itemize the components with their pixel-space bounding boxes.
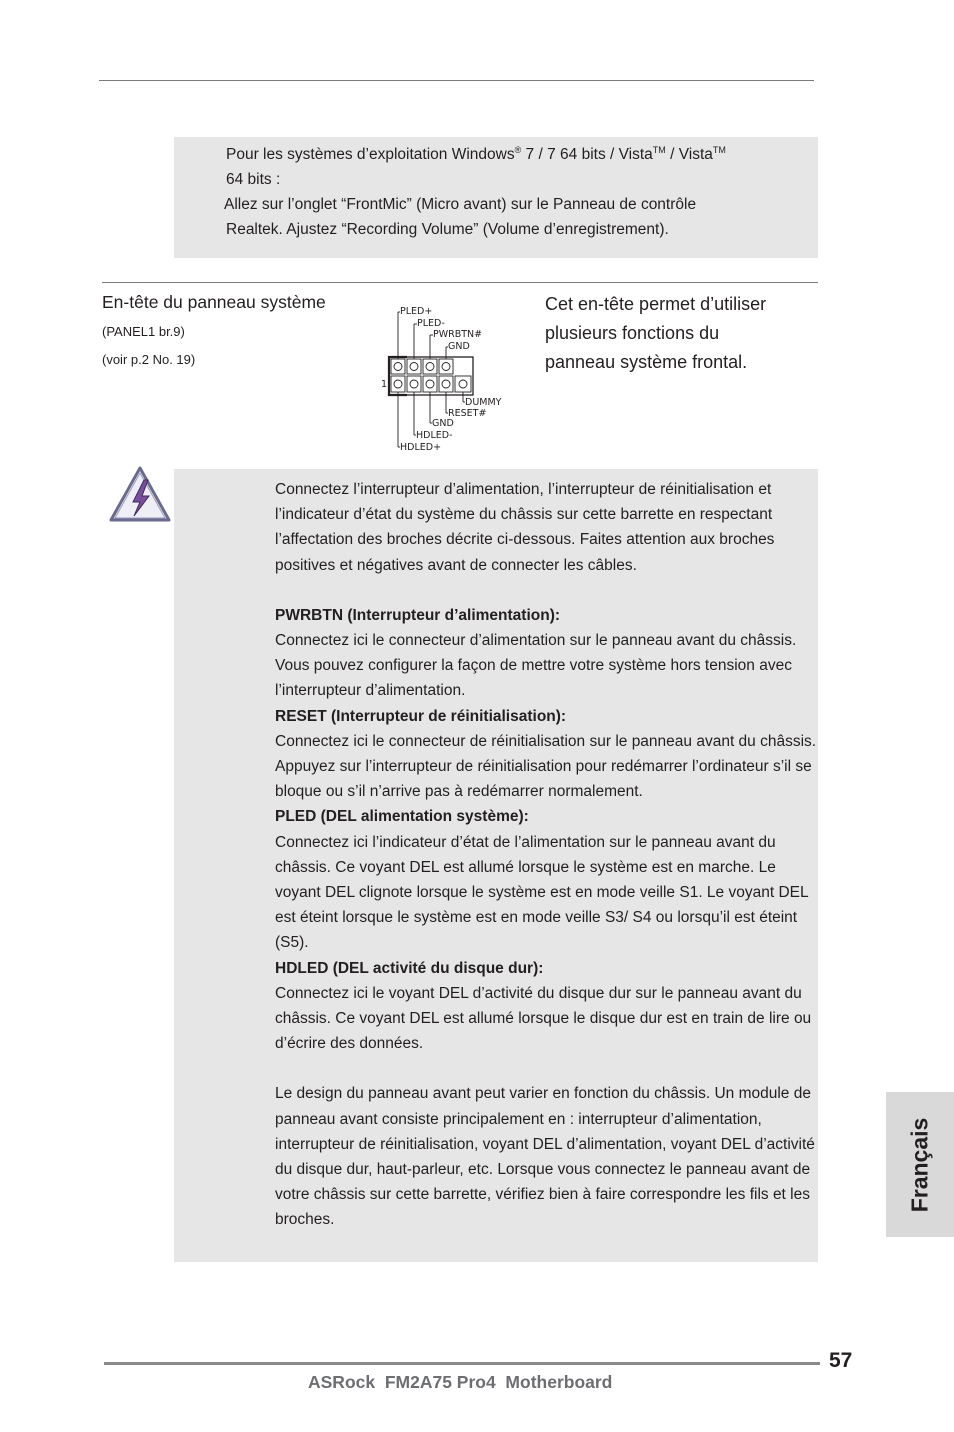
top-rule [99,80,814,81]
pled-text: Connectez ici l’indicateur d’état de l’alimentation sur le panneau avant du châssis. Ce voyant DEL est allumé lorsque le système est en marche. Le voyant DEL clignote lorsque le système est en mode veille S1. Le voyant DEL est éteint lorsque le système est en mode veille S3/ S4 ou lorsqu’il est éteint (S5). [275,833,809,952]
section-desc [545,290,766,377]
reset-text: Connectez ici le connecteur de réinitialisation sur le panneau avant du châssis. Appuyez sur l’interrupteur de réinitialisation pour redémarrer l’ordinateur s’il se bloque ou s’il n’arrive pas à redémarrer normalement. [275,732,817,801]
section-desc-line-1: Cet en-tête permet d’utiliser [545,294,767,314]
section-ref-1: (PANEL1 br.9) [102,324,185,339]
label-gnd-bottom: GND [432,418,454,429]
label-pled-plus: PLED+ [400,306,433,317]
label-hdled-plus: HDLED+ [400,442,442,453]
pwrbtn-text: Connectez ici le connecteur d’alimentation sur le panneau avant du châssis. Vous pouvez configurer la façon de mettre votre système hors tension avec l’interrupteur d’alimentation. [275,632,797,700]
hdled-text: Connectez ici le voyant DEL d’activité du disque dur sur le panneau avant du châssis. Ce voyant DEL est allumé lorsque le disque dur est en train de lire ou d’écrire des données. [275,984,812,1053]
section-desc-line-3: panneau système frontal. [545,352,748,372]
note-line-1: Pour les systèmes d’exploitation Windows® 7 / 7 64 bits / Vista™ / Vista™ [226,144,726,163]
bottom-pin-row [391,376,471,392]
note-line-2: 64 bits : [226,171,281,188]
warning-closing: Le design du panneau avant peut varier en fonction du châssis. Un module de panneau avant consiste principalement en : interrupteur d’alimentation, interrupteur de réinitialisation, voyant DEL d’alimentation, voyant DEL d’activité du disque dur, haut-parleur, etc. Lorsque vous connectez le panneau avant de votre châssis sur cette barrette, vérifiez bien à faire correspondre les fils et les broches. [275,1085,815,1229]
reset-title: RESET (Interrupteur de réinitialisation): [275,707,567,725]
section-desc-line-2: plusieurs fonctions du [545,323,720,343]
label-gnd-top: GND [448,341,470,352]
page-number: 57 [829,1349,853,1372]
pled-title: PLED (DEL alimentation système): [275,808,529,826]
label-pled-minus: PLED- [417,318,445,329]
section-title: En-tête du panneau système [102,292,326,312]
pin-diagram [380,300,515,455]
label-dummy: DUMMY [465,397,502,408]
warning-intro: Connectez l’interrupteur d’alimentation, l’interrupteur de réinitialisation et l’indicateur d’état du système du châssis sur cette barrette en respectant l’affectation des broches décrite ci-dessous. Faites attention aux broches positives et négatives avant de connecter les câbles. [275,481,775,574]
warning-lightning-icon [108,464,172,526]
pin1-label: 1 [381,379,388,390]
footer-product: ASRock FM2A75 Pro4 Motherboard [308,1372,613,1392]
note-line-4: Realtek. Ajustez “Recording Volume” (Volume d’enregistrement). [226,221,669,238]
section-ref-2: (voir p.2 No. 19) [102,352,196,367]
pwrbtn-title: PWRBTN (Interrupteur d’alimentation): [275,606,561,624]
note-line-3: Allez sur l’onglet “FrontMic” (Micro avant) sur le Panneau de contrôle [224,196,697,213]
language-side-tab-label: Français [906,1117,933,1212]
top-pin-row [391,359,453,374]
label-reset: RESET# [448,408,487,419]
footer-rule [104,1362,820,1365]
label-pwrbtn: PWRBTN# [433,329,483,340]
label-hdled-minus: HDLED- [416,430,453,441]
section-rule [102,282,818,283]
hdled-title: HDLED (DEL activité du disque dur): [275,959,544,977]
language-side-tab [886,1092,954,1237]
warning-content [275,477,818,1233]
